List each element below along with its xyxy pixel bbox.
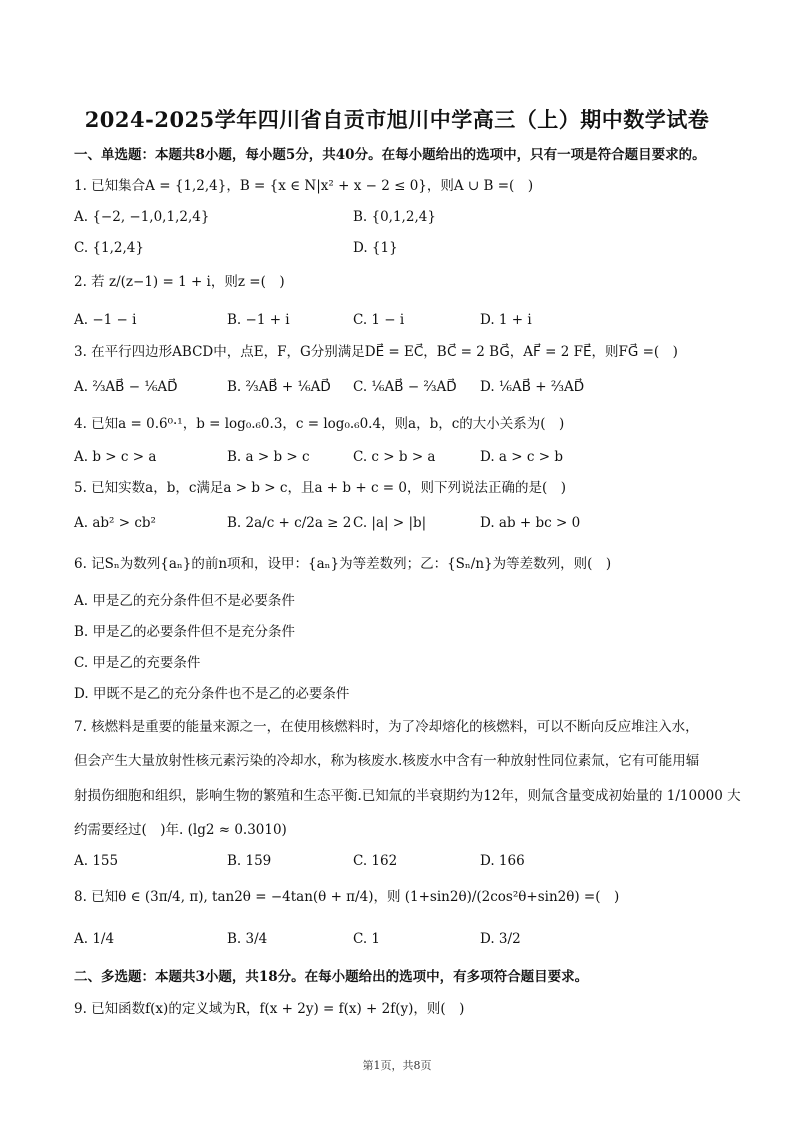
question-6-option-d: D. 甲既不是乙的充分条件也不是乙的必要条件 [74, 686, 350, 702]
question-7-option-c: C. 162 [353, 853, 398, 869]
question-4-option-a: A. b > c > a [74, 449, 157, 465]
question-7-option-a: A. 155 [74, 853, 119, 869]
question-4-option-b: B. a > b > c [227, 449, 310, 465]
page-title: 2024-2025学年四川省自贡市旭川中学高三（上）期中数学试卷 [84, 107, 710, 132]
question-2-option-b: B. −1 + i [227, 312, 290, 328]
question-6-option-c: C. 甲是乙的充要条件 [74, 655, 201, 671]
question-2-stem: 2. 若 z/(z−1) = 1 + i，则z =( ) [74, 274, 285, 290]
question-6-option-b: B. 甲是乙的必要条件但不是充分条件 [74, 624, 296, 640]
section-heading-single-choice: 一、单选题：本题共8小题，每小题5分，共40分。在每小题给出的选项中，只有一项是符合题目要求的。 [74, 147, 706, 163]
question-3-option-b: B. ⅔AB⃗ + ⅙AD⃗ [227, 379, 331, 395]
question-7-option-b: B. 159 [227, 853, 272, 869]
question-5-option-d: D. ab + bc > 0 [480, 515, 581, 531]
question-4-option-d: D. a > c > b [480, 449, 563, 465]
question-2-option-a: A. −1 − i [74, 312, 137, 328]
question-7-option-d: D. 166 [480, 853, 525, 869]
question-8-option-c: C. 1 [353, 931, 381, 947]
question-4-option-c: C. c > b > a [353, 449, 436, 465]
question-3-option-a: A. ⅔AB⃗ − ⅙AD⃗ [74, 379, 178, 395]
question-5-option-a: A. ab² > cb² [74, 515, 156, 531]
question-7-line-3: 射损伤细胞和组织，影响生物的繁殖和生态平衡.已知氚的半衰期约为12年，则氚含量变成初始量的 1/10000 大 [74, 788, 741, 804]
question-5-option-b: B. 2a/c + c/2a ≥ 2 [227, 515, 352, 531]
question-5-option-c: C. |a| > |b| [353, 515, 427, 531]
question-1-option-c: C. {1,2,4} [74, 240, 144, 256]
question-8-option-a: A. 1/4 [74, 931, 115, 947]
question-6-stem: 6. 记Sₙ为数列{aₙ}的前n项和，设甲：{aₙ}为等差数列；乙：{Sₙ/n}为等差数列，则( ) [74, 556, 612, 572]
question-5-stem: 5. 已知实数a，b，c满足a > b > c，且a + b + c = 0，则下列说法正确的是( ) [74, 480, 567, 496]
question-2-option-d: D. 1 + i [480, 312, 532, 328]
question-6-option-a: A. 甲是乙的充分条件但不是必要条件 [74, 593, 295, 609]
question-2-option-c: C. 1 − i [353, 312, 405, 328]
question-1-option-a: A. {−2, −1,0,1,2,4} [74, 209, 210, 225]
question-1-option-d: D. {1} [353, 240, 398, 256]
question-3-option-c: C. ⅙AB⃗ − ⅔AD⃗ [353, 379, 457, 395]
question-3-stem: 3. 在平行四边形ABCD中，点E，F，G分别满足DE⃗ = EC⃗，BC⃗ = 2 BG⃗，AF⃗ = 2 FE⃗，则FG⃗ =( ) [74, 344, 678, 360]
question-8-option-d: D. 3/2 [480, 931, 521, 947]
question-8-stem: 8. 已知θ ∈ (3π/4, π), tan2θ = −4tan(θ + π/4)，则 (1+sin2θ)/(2cos²θ+sin2θ) =( ) [74, 889, 620, 905]
question-7-line-1: 7. 核燃料是重要的能量来源之一，在使用核燃料时，为了冷却熔化的核燃料，可以不断向反应堆注入水， [74, 719, 699, 735]
question-3-option-d: D. ⅙AB⃗ + ⅔AD⃗ [480, 379, 585, 395]
question-1-stem: 1. 已知集合A = {1,2,4}，B = {x ∈ N|x² + x − 2 ≤ 0}，则A ∪ B =( ) [74, 178, 534, 194]
question-4-stem: 4. 已知a = 0.6⁰·¹，b = log₀.₆0.3，c = log₀.₆0.4，则a，b，c的大小关系为( ) [74, 416, 565, 432]
question-9-stem: 9. 已知函数f(x)的定义域为R，f(x + 2y) = f(x) + 2f(y)，则( ) [74, 1001, 465, 1017]
question-7-line-4: 约需要经过( )年. (lg2 ≈ 0.3010) [74, 822, 287, 838]
question-7-line-2: 但会产生大量放射性核元素污染的冷却水，称为核废水.核废水中含有一种放射性同位素氚，它有可能用辐 [74, 753, 700, 769]
question-8-option-b: B. 3/4 [227, 931, 268, 947]
page-footer: 第1页，共8页 [362, 1059, 432, 1072]
section-heading-multi-choice: 二、多选题：本题共3小题，共18分。在每小题给出的选项中，有多项符合题目要求。 [74, 969, 589, 985]
question-1-option-b: B. {0,1,2,4} [353, 209, 436, 225]
